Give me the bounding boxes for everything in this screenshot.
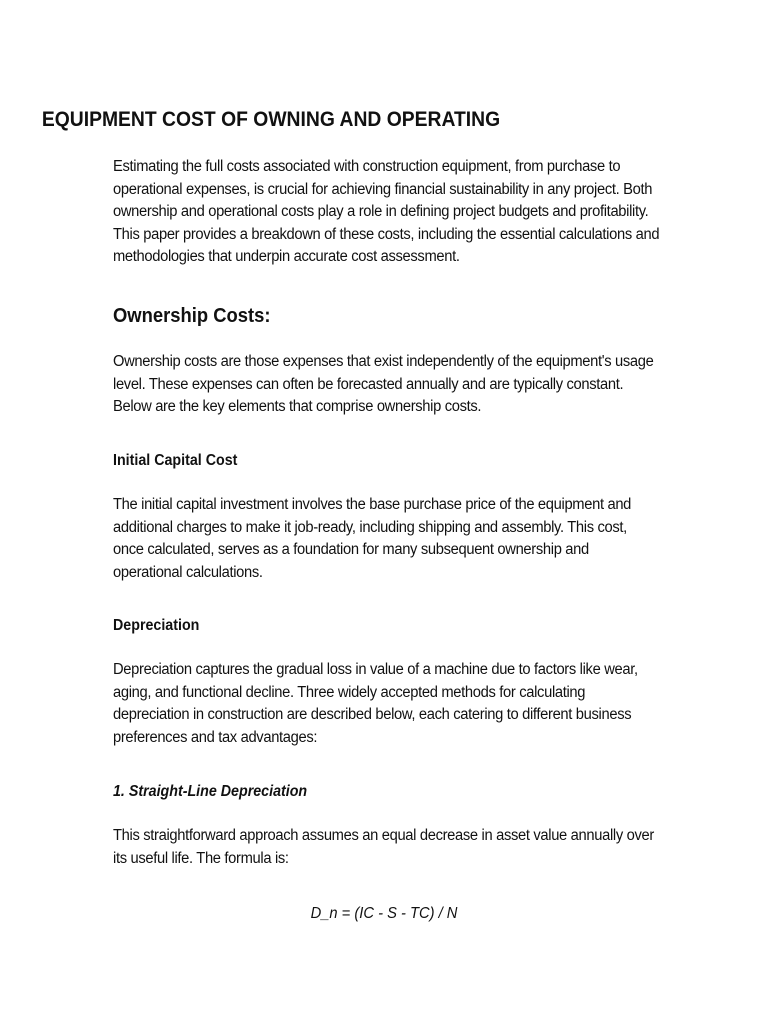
ownership-costs-heading: Ownership Costs: [113, 305, 271, 327]
document-title: EQUIPMENT COST OF OWNING AND OPERATING [41, 108, 501, 131]
intro-paragraph: Estimating the full costs associated with construction equipment, from purchase to operational expenses, is crucial for achieving financial sustainability in any project. Both ownership and operational costs play a role in defining project budgets and profitability. This paper provides a breakdown of these costs, including the essential calculations and methodologies that underpin accurate cost assessment. [113, 158, 660, 266]
initial-capital-cost-paragraph: The initial capital investment involves the base purchase price of the equipment and additional charges to make it job-ready, including shipping and assembly. This cost, once calculated, serves as a foundation for many subsequent ownership and operational calculations. [113, 496, 632, 581]
depreciation-paragraph: Depreciation captures the gradual loss in value of a machine due to factors like wear, aging, and functional decline. Three widely accepted methods for calculating depreciation in construction are described below, each catering to different business preferences and tax advantages: [113, 661, 638, 746]
depreciation-heading: Depreciation [113, 617, 200, 634]
straight-line-depreciation-paragraph: This straightforward approach assumes an equal decrease in asset value annually over its useful life. The formula is: [113, 827, 654, 867]
straight-line-formula: D_n = (IC - S - TC) / N [310, 905, 458, 922]
straight-line-depreciation-heading: 1. Straight-Line Depreciation [113, 783, 308, 800]
ownership-costs-paragraph: Ownership costs are those expenses that exist independently of the equipment's usage level. These expenses can often be forecasted annually and are typically constant. Below are the key elements that comprise ownership costs. [113, 353, 654, 416]
initial-capital-cost-heading: Initial Capital Cost [113, 452, 238, 469]
